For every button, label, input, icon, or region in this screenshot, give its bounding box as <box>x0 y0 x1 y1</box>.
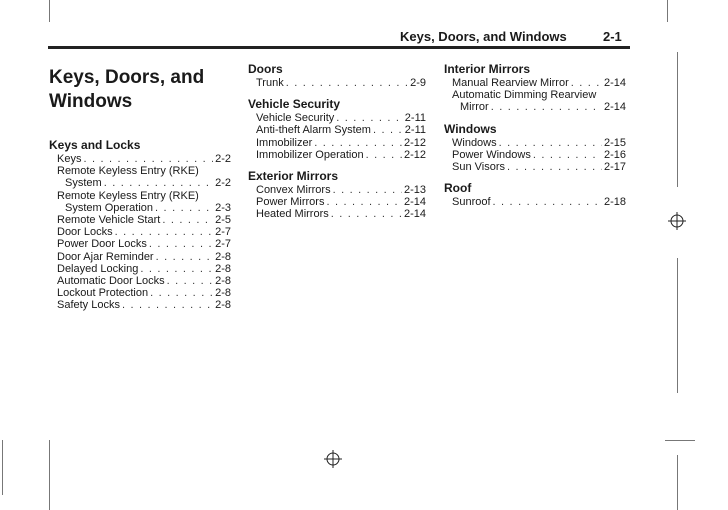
toc-entry[interactable] <box>49 299 231 311</box>
toc-entry[interactable] <box>49 251 231 263</box>
toc-entry[interactable] <box>248 208 426 220</box>
leader-dots <box>499 137 602 149</box>
toc-entry-title-line: Remote Keyless Entry (RKE) <box>57 165 199 178</box>
toc-entry-page: 2-5 <box>215 214 231 227</box>
toc-entry-title: Sun Visors <box>452 161 505 174</box>
leader-dots <box>286 77 408 89</box>
toc-entry-page: 2-7 <box>215 226 231 239</box>
toc-column-2 <box>248 62 426 221</box>
toc-entry-page: 2-11 <box>404 112 426 125</box>
crop-mark <box>49 440 50 510</box>
section-heading-exterior-mirrors: Exterior Mirrors <box>248 169 339 184</box>
toc-entry[interactable] <box>248 196 426 208</box>
toc-entry[interactable] <box>444 137 626 149</box>
crop-mark <box>667 0 668 22</box>
section-heading-interior-mirrors: Interior Mirrors <box>444 62 531 76</box>
toc-entry-title: Mirror <box>460 101 489 114</box>
toc-entry[interactable] <box>248 149 426 161</box>
leader-dots <box>366 149 402 161</box>
toc-entry-title: Delayed Locking <box>57 262 139 275</box>
section-heading-keys-and-locks: Keys and Locks <box>49 138 141 152</box>
toc-entry-title: Convex Mirrors <box>256 184 331 197</box>
registration-mark-icon <box>324 450 342 468</box>
toc-entry-page: 2-15 <box>603 136 626 149</box>
toc-entry-page: 2-8 <box>215 275 231 288</box>
running-header-title: Keys, Doors, and Windows <box>400 29 567 44</box>
toc-entry-page: 2-12 <box>403 136 426 149</box>
toc-entry-page: 2-13 <box>403 184 426 197</box>
leader-dots <box>493 196 602 208</box>
toc-column-1 <box>49 62 231 312</box>
header-rule <box>48 46 630 49</box>
leader-dots <box>333 184 402 196</box>
leader-dots <box>156 251 214 263</box>
leader-dots <box>83 153 213 165</box>
toc-entry-title: Sunroof <box>452 196 491 209</box>
toc-entry-title: Trunk <box>256 77 284 89</box>
toc-entry[interactable] <box>444 161 626 173</box>
leader-dots <box>104 177 213 189</box>
toc-entry[interactable] <box>49 287 231 299</box>
toc-entry-page: 2-8 <box>215 287 231 300</box>
toc-entry-title: Remote Vehicle Start <box>57 214 161 227</box>
toc-entry-title: Door Ajar Reminder <box>57 250 154 263</box>
toc-entry-page: 2-14 <box>603 101 626 114</box>
toc-entry-title: Windows <box>452 136 497 149</box>
toc-entry[interactable] <box>49 153 231 165</box>
crop-mark <box>49 0 50 22</box>
toc-entry-title: System <box>65 177 102 190</box>
toc-entry-title: Vehicle Security <box>256 112 335 125</box>
toc-entry-page: 2-8 <box>215 262 231 275</box>
toc-entry-page: 2-3 <box>215 201 231 214</box>
crop-mark <box>2 440 3 495</box>
toc-entry-page: 2-7 <box>215 238 231 251</box>
toc-entry[interactable] <box>248 184 426 196</box>
leader-dots <box>507 161 602 173</box>
chapter-title-line: Windows <box>49 91 133 112</box>
toc-entry-title: Keys <box>57 153 82 165</box>
registration-mark-icon <box>668 212 686 230</box>
toc-entry-page: 2-14 <box>403 208 426 221</box>
leader-dots <box>150 287 213 299</box>
section-heading-doors: Doors <box>248 62 283 76</box>
toc-entry-title-line: Automatic Dimming Rearview <box>452 89 597 102</box>
toc-entry-title: Heated Mirrors <box>256 208 329 221</box>
toc-entry[interactable] <box>444 101 626 113</box>
toc-entry-page: 2-16 <box>603 148 626 161</box>
crop-mark <box>677 52 678 187</box>
toc-entry-title: Door Locks <box>57 226 113 239</box>
leader-dots <box>167 275 213 287</box>
leader-dots <box>331 208 402 220</box>
toc-entry-page: 2-2 <box>215 153 231 165</box>
toc-entry-page: 2-9 <box>410 77 426 89</box>
leader-dots <box>491 101 602 113</box>
leader-dots <box>314 137 402 149</box>
leader-dots <box>373 124 403 136</box>
toc-entry-page: 2-12 <box>403 148 426 161</box>
crop-mark <box>677 258 678 393</box>
toc-entry-title: Anti-theft Alarm System <box>256 124 371 137</box>
toc-entry-title: Safety Locks <box>57 299 120 312</box>
leader-dots <box>326 196 402 208</box>
leader-dots <box>149 238 213 250</box>
toc-entry-title: Automatic Door Locks <box>57 275 165 288</box>
leader-dots <box>336 112 403 124</box>
chapter-title <box>49 66 231 114</box>
toc-entry[interactable] <box>49 177 231 189</box>
crop-mark <box>665 440 695 441</box>
toc-entry-page: 2-8 <box>215 250 231 263</box>
toc-entry[interactable] <box>49 214 231 226</box>
leader-dots <box>533 149 602 161</box>
toc-entry-title: Immobilizer <box>256 136 313 149</box>
toc-entry-page: 2-17 <box>603 161 626 174</box>
toc-entry-page: 2-11 <box>404 124 426 137</box>
leader-dots <box>140 263 213 275</box>
section-heading-windows: Windows <box>444 121 497 136</box>
running-header-page-number: 2-1 <box>603 29 622 44</box>
toc-entry[interactable] <box>49 275 231 287</box>
toc-entry-title: Manual Rearview Mirror <box>452 77 569 89</box>
toc-entry[interactable] <box>444 77 626 89</box>
leader-dots <box>122 299 213 311</box>
toc-entry-title: Power Door Locks <box>57 238 147 251</box>
toc-entry[interactable] <box>444 196 626 208</box>
toc-entry[interactable] <box>49 238 231 250</box>
leader-dots <box>162 214 213 226</box>
toc-entry-title: Immobilizer Operation <box>256 148 364 161</box>
toc-entry-page: 2-14 <box>403 196 426 209</box>
toc-entry-title: Lockout Protection <box>57 287 149 300</box>
toc-entry[interactable] <box>248 112 426 124</box>
toc-entry-page: 2-8 <box>215 299 231 312</box>
toc-column-3 <box>444 62 626 208</box>
toc-entry[interactable] <box>444 149 626 161</box>
leader-dots <box>115 226 213 238</box>
toc-entry[interactable] <box>248 137 426 149</box>
toc-entry[interactable] <box>49 226 231 238</box>
toc-entry-title: System Operation <box>65 201 154 214</box>
chapter-title-line: Keys, Doors, and <box>49 67 205 88</box>
toc-entry-title: Power Mirrors <box>256 196 325 209</box>
toc-entry[interactable] <box>49 263 231 275</box>
toc-entry-title-line: Remote Keyless Entry (RKE) <box>57 189 199 202</box>
toc-entry-page: 2-2 <box>215 177 231 190</box>
leader-dots <box>155 202 213 214</box>
toc-entry-page: 2-14 <box>603 77 626 89</box>
crop-mark <box>677 455 678 510</box>
toc-entry-page: 2-18 <box>603 196 626 209</box>
toc-entry[interactable] <box>248 124 426 136</box>
toc-entry[interactable] <box>49 202 231 214</box>
section-heading-vehicle-security: Vehicle Security <box>248 97 341 112</box>
section-heading-roof: Roof <box>444 181 472 196</box>
toc-entry-title: Power Windows <box>452 148 531 161</box>
leader-dots <box>571 77 602 89</box>
toc-entry[interactable] <box>248 77 426 89</box>
